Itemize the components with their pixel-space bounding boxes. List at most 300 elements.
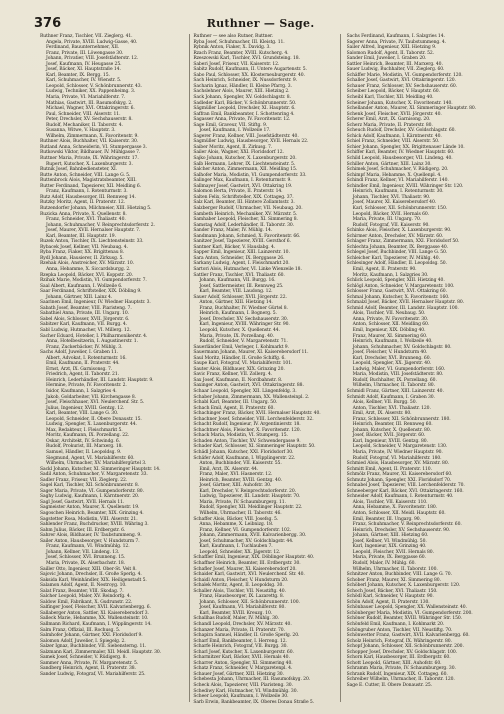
directory-entry: Saul Moritz, Händler, II. Große Schiffg. 6. (193, 355, 286, 361)
directory-entry: Ryba Franz, Fiaker, XX. Brigittenau 8. (40, 250, 125, 256)
directory-entry: Rybacek Josef, Kellner, VII. Neubaug. 4. (40, 244, 128, 250)
directory-entry: Schlosser Franz, Gastwirt, XVI. Ottakring 60. (346, 289, 447, 295)
directory-entry: Schader Karl, Schlosser, XI. Simmeringer Hauptstr. 50. (193, 444, 316, 450)
directory-entry: Karl, Ingenieur, XIX. Grinzing 40. (352, 544, 427, 550)
directory-entry: Schleicher Karl, Tapezierer, IV. Mühlg. 40. (346, 255, 440, 261)
directory-entry: Moritz, Kaufmann, I. Salzgries 30. (352, 272, 429, 278)
directory-entry: Schaller Josef, Gastwirt, XVI. Ottakringerstr. 120. (346, 78, 456, 84)
directory-entry: Salinger Max, Kaufmann, I. Rotenturmstr. 9. (193, 178, 292, 184)
directory-entry: Schellander Anton, Maurer, XI. Simmeringer Hauptstr. 80. (346, 106, 477, 112)
directory-entry: Angela, Private, XVIII. Ludwig-Gasse, 40. (46, 39, 138, 45)
directory-entry: Schaider Karl, Gastwirt, XVI. Neulerchenf. Str. 40. (193, 572, 305, 578)
directory-entry: Anna, Hebamme, X. Leibnizg. 18. (199, 522, 274, 528)
directory-entry: Sallaberger Anton, Sattler, XI. Kaiserebersdorf 3. (40, 610, 149, 616)
directory-entry: Wilhelm, Uhrmacher, II. Taborstr. 100. (352, 566, 438, 572)
directory-entry: Sahlender Franz, Buchdrucker, XVIII. Währing 3. (40, 522, 149, 528)
directory-entry: Schimek Josef, Schuhmacher, V. Rüdigerg. 20. (346, 167, 449, 173)
directory-entry: Rzihak Marie, Modistin, VI. Gumpendorferstr. 7. (40, 278, 147, 284)
directory-entry: Rudolf, Fotograf, VII. Kaiserstr. 90. (352, 222, 430, 228)
directory-entry: Julius, Ingenieur, XVIII. Gentzg. 12. (46, 405, 125, 411)
directory-entry: Sacharin Ignaz, Händler, II. Kleine Pfarrg. 3. (193, 83, 292, 89)
directory-entry: Karl, Beamter, III. Hauptstr. 19. (46, 233, 116, 239)
directory-entry: Sagel Karl, Tischler, XII. Schönbrunnerstr. 8. (40, 483, 139, 489)
directory-entry: Rzeszowski Karl, Tischler, XVI. Grundsteing. 18. (193, 56, 300, 62)
directory-entry: Schatz Franz, Schneider, V. Margaretenpl. 4. (193, 666, 293, 672)
directory-entry: Salzberger Rudolf, Uhrmacher, VII. Neubaug. 20. (193, 205, 303, 211)
directory-entry: Scholz Heinrich, Fotograf, IX. Währingerstr. 80. (346, 638, 452, 644)
directory-entry: Hermine, Private, IV. Favoritenstr. 2. (46, 383, 127, 389)
directory-entry: Leopold, Kutscher, X. Quellenstr. 44. (199, 327, 280, 333)
directory-entry: Heinrich, Kaufmann, I. Rotenturmstr. 30. (352, 189, 444, 195)
directory-entry: Schindl Franz, Kellner, VI. Mariahilferstr. 140. (346, 178, 449, 184)
directory-entry: Schindler Emil, Ingenieur, XVIII. Währinger Str. 120. (346, 183, 464, 189)
directory-entry: Salomon Berta, Private, II. Praterstr. 14. (193, 189, 283, 195)
directory-entry: Schopf Johann, Schlosser, XII. Schönbrunnerstr. 200. (346, 644, 464, 650)
directory-entry: Franz, Kaufmann, I. Rotenturmstr. 3. (46, 189, 128, 195)
directory-entry: Schäffer Marie, Modistin, VI. Gumpendorferstr. 120. (346, 72, 463, 78)
directory-entry: Wilhelm, Uhrmacher, II. Taborstr. 46. (199, 511, 282, 517)
directory-entry: Sagerer Franz, Kellner, VIII. Josefstädterstr. 40. (193, 133, 299, 139)
directory-entry: Ruthner Franz, Tischler, VII. Zieglerg. 41. (40, 34, 133, 39)
directory-entry: Franz, Zuckerbäcker, IV. Mühlg. 3. (46, 344, 123, 350)
directory-entry: Karl, Schlosser, XII. Schönbrunnerstr. 150. (352, 205, 448, 211)
directory-entry: Josef, Maurer, XI. Kaiserebersdorf 40. (352, 200, 437, 206)
directory-entry: Schlögl Anton, Schneider, V. Margaretenstr. 100. (346, 283, 455, 289)
directory-entry: Schmutz Johann, Spengler, XXI. Floridsdorf 70. (346, 477, 452, 483)
directory-entry: Ludwig, Techniker, XX. Pappenheimg. 3. (46, 89, 136, 95)
directory-entry: Schober Franz, Maurer, XI. Simmering 80. (346, 577, 441, 583)
directory-entry: Schlick Leopold, Spengler, XIII. Hietzing 40. (346, 278, 445, 284)
directory-entry: Maria, Private, IV. Wiedner Hauptstr. 90. (352, 450, 443, 456)
directory-entry: Karl, Beamter, VIII. Lange G. 30. (46, 411, 119, 417)
directory-entry: Schediwy Karl, Hutmacher, VI. Windmühlg. 30. (193, 688, 298, 694)
directory-entry: Ludwig, Tapezierer, III. Landstr. Hauptstr. 70. (199, 494, 301, 500)
directory-entry: Sabo Paul, Schlosser, XX. Klosterneuburgerstr. 40. (193, 72, 305, 78)
directory-entry: Siegmund, Agent, VI. Mariahilferstr. 60. (46, 455, 135, 461)
directory-entry: Friedrich, Agent, II. Taborstr. 21. (46, 372, 119, 378)
running-head: Ruthner — Sage. (206, 16, 315, 30)
directory-entry: Heinrich, Drechsler, XV. Sechshauserstr. 90. (352, 527, 451, 533)
directory-entry: Schachtner Alois, Fleischer, X. Favoritenstr. 120. (193, 427, 301, 433)
directory-entry: Ruttner Maria, Private, IX. Währingerstr. 17. (40, 156, 139, 162)
directory-entry: Salomon Rudolf, Agent, II. Taborstr. 52. (346, 50, 435, 56)
directory-entry: Schallhas Rudolf, Maler, IV. Mühlg. 30. (193, 616, 280, 622)
directory-entry: Emil, Ingenieur, XIX. Döbling 40. (352, 327, 426, 333)
directory-entry: Johann, Zimmermann, XVII. Kalvarienbergg. 30. (199, 533, 307, 539)
directory-entry: Schorn Karl, Hausbesorger, III. Erdbergstr. 60. (346, 655, 451, 661)
directory-entry: Rzach Franz, Beamter, XVIII. Kutscherg. 4. (193, 50, 289, 56)
directory-entry: Susanna, Witwe, V. Hauptstr. 3. (46, 128, 116, 134)
directory-entry: Salcher Leopold, Maler, XV. Reindorfg. 4. (40, 594, 131, 600)
directory-entry: Josef, Fleischer, V. Hundsturm 40. (352, 350, 428, 356)
directory-entry: Leopold, Schneider, XX. Jägerstr. 12. (199, 549, 281, 555)
directory-entry: Schaller Alois, Tischler, VII. Neustiftg. 40. (193, 588, 286, 594)
directory-entry: Josef, Bäcker, XI. Hauptstraße 14. (46, 67, 121, 73)
directory-entry: Schaidl Anton, Fleischer, V. Hundsturm 20. (193, 577, 289, 583)
directory-entry: Ernst, Arzt, IX. Garnisonsg. 7. (46, 366, 113, 372)
directory-entry: Salzer Ignaz, Buchbinder, VII. Siebensterng. 11. (40, 644, 147, 650)
directory-entry: Johann, Kaufmann, VII. Burgg. 16. (199, 278, 276, 284)
directory-entry: Rudolf, Prokurist, III. Marxerg. 18. (46, 444, 123, 450)
directory-entry: Schandl Leopold, Drechsler, XV. Märzstr. 40. (193, 621, 292, 627)
directory-entry: Schramm Maria, Private, IV. Schaumburgerg. 30. (346, 666, 456, 672)
directory-entry: Schiller Anton, Gärtner, XIII. Lainz 30. (346, 161, 432, 167)
directory-entry: Josef, Schlosser, XVI. Brunneng. 15. (46, 555, 126, 561)
directory-entry: Samek Josef, Schneider, V. Rüdigerg. 8. (40, 655, 127, 661)
directory-entry: Ruthner — see also Rutner, Ruttner. (193, 34, 273, 39)
directory-entry: Sarkany Ludwig, Agent, I. Fleischmarkt 20. (193, 261, 290, 267)
directory-entry: Maria, Private, IX. Porzellang. 40. (199, 333, 275, 339)
directory-entry: Anna, Hebamme, X. Favoritenstr. 180. (352, 505, 438, 511)
directory-entry: Sagl Josef, Gastwirt, XVII. Hernals 11. (40, 499, 125, 505)
directory-entry: Rudolf, Spengler, XII. Meidlinger Hauptstr. 22. (199, 505, 303, 511)
directory-entry: Sattler Franz, Tischler, XVI. Thaliastr. 60. (193, 272, 285, 278)
directory-entry: Sabl Ludwig, Hutmacher, VI. Millerg. 12. (40, 327, 131, 333)
column-left (40, 34, 183, 702)
directory-entry: Leopold, Spengler, XX. Jägerstr. 40. (352, 361, 432, 367)
directory-entry: Sambeth Heinrich, Mechaniker, XV. Märzstr. 5. (193, 211, 298, 217)
directory-entry: Rudolf, Fotograf, VI. Mariahilferstr. 180. (352, 455, 442, 461)
directory-entry: Sander Emil, Juwelier, I. Graben 20. (346, 56, 427, 62)
directory-entry: Salat Franz, Beamter, VIII. Skodag. 7. (40, 588, 124, 594)
directory-entry: Sackl Johann, Kutscher, XI. Simmeringer Hauptstr. 14. (40, 466, 161, 472)
directory-entry: Michael, Wagner, XVI. Ottakringerstr. 6. (46, 106, 135, 112)
directory-entry: Alois, Kellner, VII. Burgg. 50. (352, 400, 417, 406)
directory-entry: Josef, Drechsler, XV. Sechshauserstr. 30. (199, 316, 289, 322)
directory-entry: Schönwetter Franz, Gastwirt, XVII. Kalvarienbergg. 60. (346, 633, 470, 639)
directory-entry: Saarinen Emil, Ingenieur, IV. Wiedner Hauptstr. 3. (40, 300, 151, 306)
directory-entry: Sagstetter Rosa, Modistin, VIII. Alserstr. 21. (40, 516, 138, 522)
directory-entry: Saxinger Anton, Gastwirt, XVI. Ottakringerstr. 88. (193, 383, 304, 389)
directory-entry: Johann, Tischler, XVI. Thaliastr. 90. (352, 194, 431, 200)
directory-entry: Karl, Kaufmann, I. Tuchlauben 7. (199, 544, 273, 550)
directory-entry: Sanitzer Josef, Tapezierer, XVIII. Gersthof 6. (193, 239, 291, 245)
directory-entry: Schachner Josef, Schneider, VIII. Lerchenfelderstr. 32. (193, 416, 314, 422)
directory-entry: Sabel Alois, Schlosser, XVII. Jörgerstr. 6. (40, 316, 130, 322)
directory-entry: Saupe Karl, Fotograf, VI. Mariahilferstr. 101. (193, 361, 293, 367)
directory-entry: Sadil Anton, Schuhmacher, V. Margaretenstr. 33. (40, 472, 148, 478)
directory-entry: Schild Leopold, Hausbesorger, VII. Lindeng. 40. (346, 156, 453, 162)
directory-entry: Heinrich, Beamter, XVIII. Gentzg. 40. (199, 477, 282, 483)
directory-entry: Karl, Drechsler, V. Reinprechtsdorferstr. 20. (199, 488, 296, 494)
directory-entry: Sauer Ludwig, Buchhalter, VII. Zieglerg. 60. (346, 67, 445, 73)
directory-entry: Schaffner Heinrich, Beamter, III. Erdbergstr. 30. (193, 560, 301, 566)
directory-entry: Saar Ferdinand, Schriftsteller, XIX. Döbling 9. (40, 289, 142, 295)
directory-entry: Schier Johann, Spengler, XX. Brigittenauer Lände 10. (346, 144, 465, 150)
directory-entry: Schiffer Karl, Beamter, IV. Wiedner Hauptstr. 60. (346, 150, 455, 156)
directory-entry: Schirmer Anton, Drechsler, XV. Märzstr. 60. (346, 233, 444, 239)
directory-entry: Samuel, Händler, II. Leopoldsg. 9. (46, 450, 122, 456)
directory-entry: Anna, Hotelbesitzerin, I. Augustinerstr. 1. (46, 339, 138, 345)
directory-entry: Moritz, Kaufmann, IX. Porzellang. 22. (46, 433, 130, 439)
directory-entry: Wilhelm, Uhrmacher, II. Taborstr. 80. (352, 383, 435, 389)
directory-entry: Sahrer Alois, Bildhauer, IV. Taubstummeng. 9. (40, 533, 142, 539)
directory-entry: Scharfe Heinrich, Fotograf, VII. Burgg. 30. (193, 644, 288, 650)
directory-entry: Sauerländer Emil, Verleger, I. Kohlmarkt 9. (193, 344, 289, 350)
directory-entry: Samstag Adolf, Lederhändler, II. Taborstr. 30. (193, 222, 295, 228)
directory-entry: Schreiber Wilhelm, Uhrmacher, II. Taborstr. 120. (346, 677, 455, 683)
directory-entry: Josef, Kaufmann, VI. Mariahilferstr. 80. (199, 605, 286, 611)
directory-entry: Maria, Private, III. Ungarg. 70. (352, 217, 422, 223)
directory-entry: Schaar Leopold, Spengler, XII. Längenfeldg. 3. (193, 389, 297, 394)
directory-entry: Schmal Johann, Kutscher, X. Favoritenstr. 160. (346, 294, 450, 300)
directory-entry: Rutnik Josef, Bahnbediensteter, XI. (40, 167, 118, 173)
directory-entry: Maria, Private, VI. Mariahilferstr. 7. (46, 95, 126, 101)
directory-entry: Schauer Josef, Gärtner, XIII. Hietzing 30. (193, 671, 284, 677)
directory-entry: Salomon Adolf, Juwelier, I. Spiegelg. 2. (40, 638, 126, 644)
directory-entry: Salleck Marie, Hebamme, XX. Wallensteinstr. 10. (40, 616, 149, 622)
directory-entry: Emil, Beamter, III. Ungarg. 90. (352, 516, 421, 522)
directory-entry: Schnitzer Anton, Buchbinder, VIII. Lange G. 70. (346, 572, 452, 578)
directory-entry: Rutzendorfer Johann, Milchmeier, XIII. Hietzing 5. (40, 205, 152, 211)
directory-entry: Rudolf, Mechaniker, II. Taborstr. 4. (46, 122, 123, 128)
directory-entry: Schabl Karl, Beamter, III. Ungarg. 50. (193, 400, 278, 406)
directory-entry: Rutkowski Viktor, Bildhauer, IV. Mühlgasse 7. (40, 150, 141, 156)
directory-entry: Schönfeld Emil, Kaufmann, I. Kohlmarkt 20. (346, 621, 445, 627)
directory-entry: Maria, Modistin, VIII. Josefstädterstr. 80. (352, 372, 444, 378)
directory-entry: Ludwig, Maler, VI. Gumpendorferstr. 160. (352, 366, 446, 372)
directory-entry: Schebesta Johann, Uhrmacher, III. Rasumofskyg. 20. (193, 677, 311, 683)
directory-entry: Rupert, Kutscher, X. Laxenburgerstr. 3. (46, 161, 133, 167)
directory-entry: Franz, Schuhmacher, V. Reinprechtsdorferstr. 60. (352, 522, 462, 528)
directory-entry: Josef, Schuhmacher, XV. Goldschlagstr. 44. (199, 538, 294, 544)
directory-entry: Mathias, Gastwirt, III. Rasumofskyg. 2. (46, 100, 133, 106)
directory-entry: Sandberg Heinrich, Agent, II. Praterstr. 38. (40, 666, 136, 672)
directory-entry: Sapper Emil, Ingenieur, XIII. Lainzerstr. 10. (193, 250, 290, 256)
directory-entry: Ludwig, Spengler, X. Laxenburgerstr. 44. (46, 422, 137, 428)
directory-entry: Sailer Anton, Hausbesorger, V. Hundsturm 7. (40, 538, 140, 544)
directory-entry: Franz, Maler, XVI. Hasnerstr. 12. (199, 472, 273, 478)
directory-entry: Sabitzer Karl, Kaufmann, VII. Burgg. 4. (40, 322, 128, 328)
directory-entry: Franz, Schlosser, XII. Schönbrunnerstr. 180. (352, 416, 451, 422)
directory-entry: Sager Maria, Private, VI. Gumpendorferstr. 80. (40, 488, 144, 494)
directory-entry: Rutzky Moritz, Agent, II. Praterstr. 12. (40, 200, 125, 206)
column-right (347, 34, 490, 702)
directory-entry: Sattler Heinrich, Beamter, III. Marxerg. 40. (346, 61, 443, 67)
directory-entry: Franz, Maurer, XI. Simmering 60. (352, 333, 428, 339)
directory-entry: Rydl Johann, Hausierer, II. Zirkusg. 5. (40, 255, 124, 261)
directory-entry: Sabathiel Anna, Private, III. Ungarg. 10. (40, 311, 129, 317)
directory-entry: Sadleder Karl, Bäcker, V. Schönbrunnerstr. 50. (193, 100, 297, 106)
directory-entry: Saksida Karl, Weinhändler, XIX. Heiligenstadt 5. (40, 577, 147, 583)
directory-entry: Rudolf, Buchhalter, IX. Porzellang. 60. (352, 377, 437, 383)
directory-entry: Josef, Gärtner, XIII. Auhofstr. 30. (199, 483, 272, 489)
directory-entry: Emil, Arzt, IX. Alserstr. 44. (199, 466, 259, 472)
directory-entry: Maria, Private, IV. Schaumburgerg. 11. (199, 499, 286, 505)
directory-entry: Scherz Maria, Private, II. Praterstr. 80. (346, 122, 433, 128)
directory-entry: Scharf Emil, Bankbeamter, I. Herreng. 12. (193, 638, 287, 644)
directory-entry: Sage Emil, Graveur, VII. Stiftg. 9. (193, 122, 268, 128)
directory-entry: Sachslehner Alois, Maurer, XIII. Hietzing 2. (193, 89, 290, 95)
directory-entry: Karl, Beamter, XVIII. Kreuzg. 10. (199, 610, 273, 616)
directory-entry: Sauermann Johann, Maurer, XI. Kaiserebersdorf 11. (193, 350, 309, 356)
directory-entry: Schalek Moritz, Agent, II. Leopoldsg. 30. (193, 583, 284, 589)
directory-entry: Oskar, Architekt, IV. Schwindg. 6. (46, 438, 121, 444)
directory-entry: Ferdinand, Bauunternehmer, XII. (46, 45, 120, 51)
directory-entry: Ruttenbrock Alois, Magistratsbeamter, XIII. (40, 178, 137, 184)
directory-entry: Sabath Josef, Beamter, VIII. Piaristeng. 7. (40, 305, 132, 311)
directory-entry: Schimpf Maria, Hebamme, X. Quellenpl. 4. (346, 172, 442, 178)
directory-entry: Anton, Buchbinder, VII. Kaiserstr. 55. (199, 461, 282, 467)
directory-entry: Scheibl Karl, Tischler, XII. Meidling 40. (346, 95, 434, 101)
directory-entry: Schmidl Franz, Gärtner, XIII. Lainzerstr. 40. (346, 389, 444, 394)
directory-entry: Franz, Hausbesorger, IX. Lazarettg. 8. (199, 594, 284, 600)
directory-entry: Franz, Buchhalter, IV. Wiedner Gürtel 8. (199, 305, 288, 311)
directory-entry: Anton, Gärtner, XIII. Hietzing 14. (199, 300, 273, 306)
directory-entry: Schnabel Josef, Tapezierer, VIII. Lerchenfelderstr. 70. (346, 483, 465, 489)
directory-entry: Savic Franz, Kellner, VII. Zollerg. 4. (193, 372, 273, 378)
directory-entry: Schoch Josef, Bäcker, XVI. Thaliastr. 150. (346, 588, 438, 594)
directory-entry: Anton, Schlosser, XII. Meidling 60. (352, 322, 430, 328)
directory-entry: Sagmeister Anton, Maurer, X. Quellenstr. 19. (40, 505, 140, 511)
directory-entry: Schöner Rudolf, Beamter, XVIII. Währinger Str. 150. (346, 616, 463, 622)
directory-entry: Schacht Rudolf, Ingenieur, IV. Argentinierstr. 18. (193, 422, 301, 428)
directory-entry: Schneeberger Karl, Bäcker, XVI. Ottakringerstr. 160. (346, 488, 464, 494)
directory-entry: Sagmüller Ludwig, Hausbesorger, XVII. Hernals 22. (193, 139, 309, 145)
directory-entry: Sajko Johann, Kutscher, X. Laxenburgerstr. 20. (193, 156, 297, 162)
directory-entry: Schanzer Maria, Private, II. Praterstr. 70. (193, 627, 285, 633)
directory-entry: Schlesinger Adolf, Händler, II. Leopoldsg. 50. (346, 261, 447, 267)
directory-entry: Albert, Advokat, I. Rotenturmstr. 16. (46, 355, 127, 361)
directory-entry: Alois, Tischler, VII. Neubaug. 50. (352, 311, 426, 317)
directory-entry: Sailer Alois, Wagner, XXI. Floridsdorf 12. (193, 150, 284, 156)
directory-entry: Isidor, Kaufmann, I. Salzgries 4. (46, 389, 117, 394)
directory-entry: Karl, Ingenieur, XVIII. Währinger Str. 90. (199, 322, 290, 328)
directory-entry: Karl, Ingenieur, XVIII. Gentzg. 80. (352, 438, 428, 444)
directory-entry: Sallmann Richard, Kaufmann, I. Wipplingerstr. 14. (40, 621, 152, 627)
directory-entry: Saghy Ludwig, Kaufmann, I. Kärntnerstr. 20. (40, 494, 140, 500)
directory-entry: Sagerer Anna, Private, IV. Taubstummeng. 4. (346, 39, 447, 45)
directory-entry: Rutte Anton, Schneider, VIII. Lange G. 5. (40, 172, 131, 178)
directory-entry: Heinrich, Kaufmann, I. Wollzeile 40. (352, 339, 433, 345)
directory-entry: Jakob, Goldarbeiter, VII. Kirchengasse 8. (46, 394, 136, 400)
directory-entry: Emil, Arzt, IX. Alserstr. 80. (352, 411, 412, 417)
directory-entry: Schlechta Johann, Beamter, IX. Berggasse 40. (346, 244, 449, 250)
directory-entry: Schaffer Alois, Bäcker, VIII. Josefsg. 5. (193, 516, 279, 522)
directory-entry: Saldow Emil, Fabrikant, X. Gudrunstr. 22. (40, 599, 133, 605)
directory-entry: Sajovic Johann, Drechsler, II. Große Sperlg. 4. (40, 572, 142, 578)
directory-entry: Schöberl Johann, Kutscher, X. Laxenburgerstr. 120. (346, 583, 461, 589)
directory-entry: Karl, Drechsler, XVI. Brunneng. 60. (352, 355, 431, 361)
directory-entry: Schopper Josef, Drechsler, XV. Goldschlagstr. 100. (346, 649, 458, 655)
directory-entry: Leopold, Fleischer, XVII. Hernals 80. (352, 549, 434, 555)
directory-entry: Schott Leopold, Gärtner, XIII. Auhofstr. 60. (346, 660, 442, 666)
directory-entry: Sage E. Cutter, II. Obere Donaustr. 25. (346, 682, 433, 688)
directory-entry: Schlager Franz, Zimmermann, XXI. Floridsdorf 50. (346, 239, 460, 245)
directory-entry: Johann, Kellner, VII. Lindeng. 13. (46, 549, 120, 555)
directory-entry: Emil, Agent, II. Praterstr. 90. (352, 266, 417, 272)
directory-entry: Scheuch Rudolf, Drechsler, XV. Goldschlagstr. 60. (346, 128, 456, 134)
directory-entry: Sabitz Rudolf, Kaufmann, II. Untere Augartenstr. 5. (193, 67, 307, 73)
directory-entry: Sander Franz, Maler, IV. Mühlg. 14. (193, 228, 273, 234)
directory-entry: Schafler Josef, Maurer, XI. Kaiserebersdorf 20. (193, 566, 297, 572)
directory-entry: Peter, Drechsler, XV. Sechshauserstr. 8. (46, 117, 133, 123)
directory-entry: Leopold, Schneider, V. Margaretenstr. 130. (352, 444, 448, 450)
directory-entry: Schiel Franz, Schneider, VIII. Alserstr. 50. (346, 139, 440, 145)
directory-entry: Anna, Hebamme, X. Siccardsburgg. 2. (46, 266, 131, 272)
directory-entry: Scherer Emil, Arzt, IX. Garnisong. 20. (346, 117, 431, 123)
directory-entry: Ryba Josef, Schuhmacher, III. Kleistg. 11. (193, 39, 285, 45)
directory-entry: Schäfer Adolf, Kaufmann, I. Wipplingerstr. 22. (193, 455, 296, 461)
directory-entry: Rutter Ferdinand, Tapezierer, XII. Meidling 6. (40, 183, 141, 189)
directory-entry: Rutland Anna, Schneiderin, VI. Stumpergasse 3. (40, 144, 147, 150)
directory-entry: Leopold, Schlosser, V. Schönbrunnerstr. 43. (46, 83, 142, 89)
directory-entry: Sachs Ferdinand, Kaufmann, I. Salzgries 14. (346, 34, 445, 39)
directory-entry: Sahm Julius, Bäcker, III. Erdbergstr. 6. (40, 527, 126, 533)
directory-entry: Salfinger Josef, Fleischer, XVII. Kalvarienbergg. 6. (40, 605, 151, 611)
directory-entry: Sarb Erwin, Bankbeamter, IX. Oberes Donau Straße 5. (193, 699, 315, 705)
directory-entry: Schaden Anton, Tischler, XV. Schwendergasse 9. (193, 438, 301, 444)
directory-entry: Saberi Josef, Friseur, VII. Kaiserstr. 12. (193, 61, 280, 67)
directory-entry: Schmitt Emil, Agent, II. Praterstr. 110. (346, 466, 432, 472)
directory-entry: Heinrich, Kaufmann, I. Bognerg. 5. (199, 311, 277, 317)
directory-entry: Josef, Bäcker, XVII. Jörgerstr. 60. (352, 433, 426, 439)
directory-entry: Rutz Adolf, Hausbesorger, III. Rennweg 14. (40, 194, 136, 200)
directory-entry: Salten Felix, Schriftsteller, XIX. Cottageg. 37. (193, 194, 294, 200)
directory-entry: Sach Heinrich, Schneider, IX. Nussdorferstr. 9. (193, 78, 297, 84)
directory-entry: Paul, Schneider, VIII. Alserstr. 11. (46, 111, 121, 117)
directory-entry: Rudolf, Schneider, V. Margaretenstr. 71. (199, 339, 288, 345)
directory-entry: Leopold, Schneider, II. Obere Donaustr. 15. (46, 416, 142, 422)
directory-entry: Sacher Eduard, Hotelier, I. Philharmonikerstr. 4. (40, 333, 148, 339)
directory-entry: Sauer Adolf, Schlosser, XVII. Jörgerstr. 22. (193, 294, 287, 300)
directory-entry: Karl, Beamter, IX. Bergg. 15. (46, 72, 110, 78)
directory-entry: Schön Adolf, Agent, II. Praterstr. 130. (346, 599, 430, 605)
directory-entry: Schneider Adolf, Kaufmann, I. Rotenturmstr. 40. (346, 494, 454, 500)
directory-entry: Sallmayer Josef, Gastwirt, XVI. Ottakring 19. (193, 183, 293, 189)
directory-entry: Saal Albert, Kaufmann, I. Wollzeile 6. (40, 283, 123, 289)
directory-entry: Johann, Gärtner, XIII. Lainz 4. (46, 294, 113, 300)
directory-entry: Josef, Fleischhauer, XVI. Neulerchenf. Str. 5. (46, 400, 145, 406)
directory-entry: Sägmüller Leopold, Drechsler, XI. Hauptstr. 6. (193, 106, 296, 112)
directory-columns (40, 34, 490, 705)
directory-entry: Sartori Alois, Hutmacher, VI. Linke Wienzeile 18. (193, 266, 302, 272)
directory-entry: Franz, Private, III. Löwengasse 30. (46, 50, 124, 56)
directory-entry: Franz, Schneider, XVI. Thaliastr. 40. (46, 217, 126, 223)
directory-entry: Josef, Sattlermeister, III. Rennweg 25. (199, 283, 284, 289)
directory-entry: Schädl Johann, Kutscher, XXI. Floridsdorf 30. (193, 450, 294, 456)
directory-entry: Johann, Privatier, VIII. Josefstädterstr. 12. (46, 56, 139, 62)
directory-entry: Johann, Gärtner, XIII. Hietzing 60. (352, 533, 429, 539)
directory-entry: Salm Franz, Offizial, III. Rochusg. 5. (40, 627, 121, 633)
directory-entry: Franz, Kellner, VI. Gumpendorferstr. 102. (199, 527, 291, 533)
directory-entry: Johann, Schuhmacher, XV. Goldschlagstr. 80. (352, 344, 452, 350)
directory-entry: Schinko Alois, Fleischer, X. Laxenburgerstr. 90. (346, 228, 452, 234)
column-middle (189, 34, 340, 705)
directory-entry: Sander Ludwig, Fotograf, VI. Mariahilferstr. 25. (40, 671, 146, 677)
directory-entry: Ruthner Alois, Buchhalter, VII. Kaiserstr. 30. (40, 139, 139, 145)
directory-entry: Schachinger Franz, Bäcker, XVII. Hernalser Hauptstr. 40. (193, 411, 321, 417)
directory-entry: Emil, Kaufmann, II. Praterstr. 44. (46, 361, 120, 367)
directory-entry: Saffran Emil, Bankbeamter, I. Schottenring 4. (193, 111, 295, 117)
directory-entry: Saiber Moritz, Agent, II. Zirkusg. 7. (193, 144, 273, 150)
directory-entry: Sammer Anna, Private, IV. Margaretenstr. 5. (40, 660, 139, 666)
directory-entry: Johann, Schuhmacher, V. Reinprechtsdorferstr. 2. (46, 222, 155, 228)
directory-entry: Leopold, Bäcker, XVII. Hernals 60. (352, 211, 430, 217)
directory-entry: Scharrer Anton, Spengler, XI. Simmering 40. (193, 660, 293, 666)
directory-entry: Schick Adolf, Kaufmann, I. Kärntnerstr. 40. (346, 133, 442, 139)
directory-entry: Rzehak Alois, Anstreicher, XV. Märzstr. 10. (40, 261, 134, 267)
directory-entry: Wilhelm, Zimmermann, X. Favoritenstr. 9. (46, 133, 139, 139)
directory-entry: Rzepka Leopold, Bäcker, XVI. Koppstr. 20. (40, 272, 134, 278)
directory-entry: Sara Anton, Schneider, IX. Berggasse 26. (193, 255, 285, 261)
directory-entry: Schmölz Franz, Maurer, XI. Kaiserebersdorf 60. (346, 472, 453, 478)
directory-entry: Scheiber Leopold, Bäcker, V. Hauptstr. 60. (346, 89, 440, 95)
directory-entry: Schauer Franz, Schlosser, XV. Sechshauserstr. 60. (346, 83, 457, 89)
directory-entry: Maria, Private, IX. Alserbachstr. 18. (46, 560, 126, 566)
directory-entry: Scheck Alois, Tapezierer, VIII. Piaristeng. 30. (193, 682, 293, 688)
directory-entry: Schmied Alois, Hausbesorger, XV. Märzstr. 80. (346, 461, 449, 467)
